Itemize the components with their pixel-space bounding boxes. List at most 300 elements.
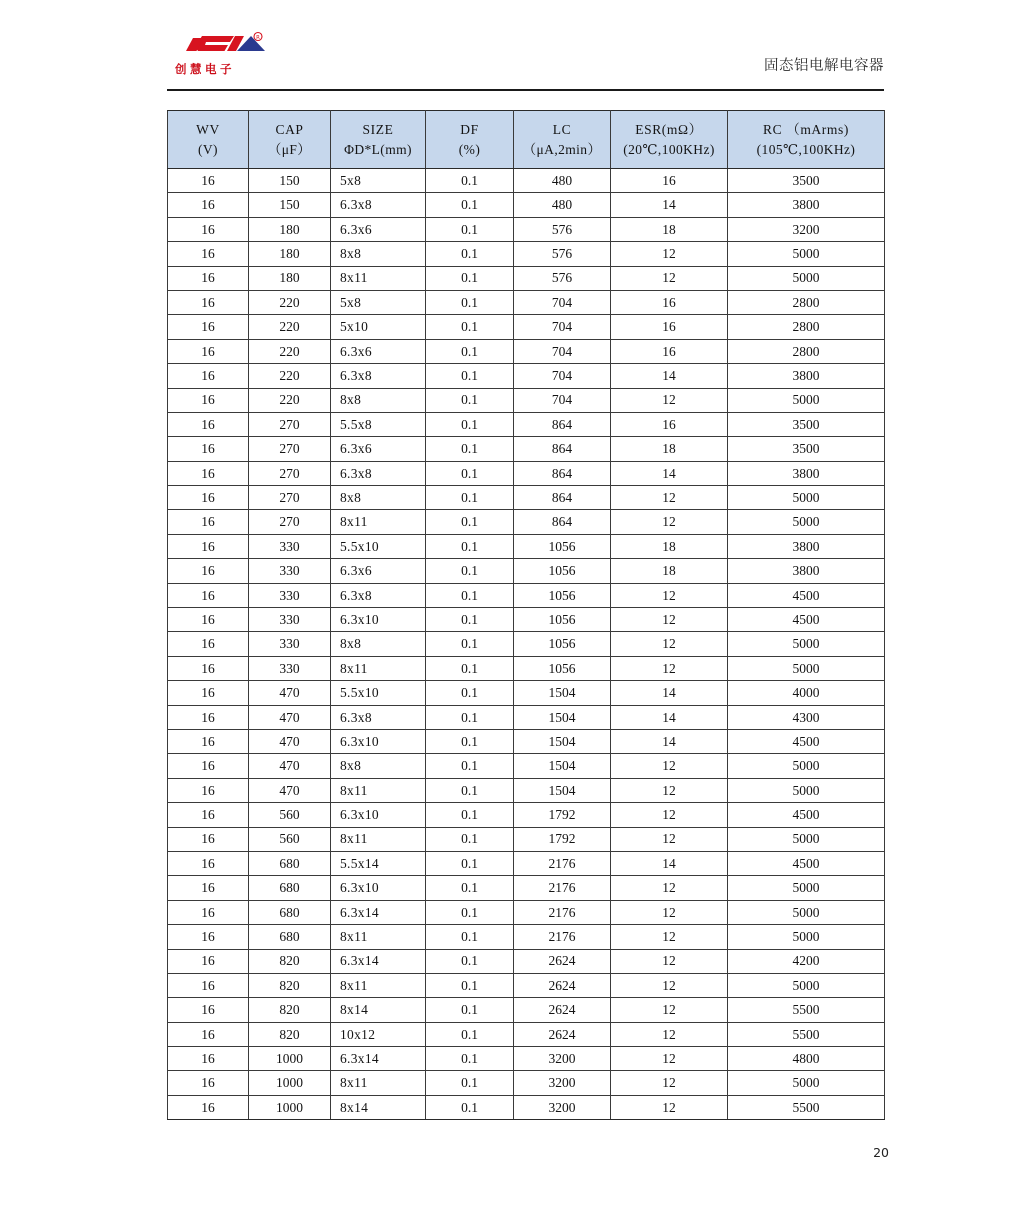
table-row xyxy=(168,681,885,705)
cell-df: 0.1 xyxy=(426,290,514,314)
cell-esr: 12 xyxy=(611,754,728,778)
table-row xyxy=(168,315,885,339)
table-row xyxy=(168,851,885,875)
cell-wv: 16 xyxy=(168,559,249,583)
cell-wv: 16 xyxy=(168,583,249,607)
cell-rc: 5000 xyxy=(728,656,885,680)
table-row xyxy=(168,583,885,607)
cell-df: 0.1 xyxy=(426,1071,514,1095)
cell-cap: 270 xyxy=(249,486,331,510)
cell-lc: 1056 xyxy=(514,632,611,656)
cell-rc: 4200 xyxy=(728,949,885,973)
cell-rc: 5000 xyxy=(728,510,885,534)
cell-lc: 864 xyxy=(514,461,611,485)
cell-size: 6.3x8 xyxy=(331,193,426,217)
cell-size: 8x11 xyxy=(331,510,426,534)
cell-df: 0.1 xyxy=(426,169,514,193)
cell-rc: 3800 xyxy=(728,534,885,558)
table-row xyxy=(168,876,885,900)
cell-wv: 16 xyxy=(168,217,249,241)
cell-rc: 3200 xyxy=(728,217,885,241)
company-name-cn: 创慧电子 xyxy=(175,62,235,76)
cell-size: 6.3x8 xyxy=(331,705,426,729)
cell-rc: 4500 xyxy=(728,803,885,827)
table-row xyxy=(168,437,885,461)
cell-cap: 680 xyxy=(249,851,331,875)
cell-df: 0.1 xyxy=(426,632,514,656)
cell-df: 0.1 xyxy=(426,1047,514,1071)
cell-wv: 16 xyxy=(168,900,249,924)
cell-size: 8x11 xyxy=(331,656,426,680)
cell-df: 0.1 xyxy=(426,1095,514,1119)
table-row xyxy=(168,1022,885,1046)
cell-wv: 16 xyxy=(168,412,249,436)
cell-esr: 14 xyxy=(611,729,728,753)
cell-df: 0.1 xyxy=(426,681,514,705)
cell-lc: 3200 xyxy=(514,1047,611,1071)
column-header-lc-line1: LC xyxy=(552,121,572,137)
cell-wv: 16 xyxy=(168,998,249,1022)
cell-rc: 2800 xyxy=(728,315,885,339)
cell-cap: 150 xyxy=(249,193,331,217)
cell-esr: 12 xyxy=(611,388,728,412)
cell-df: 0.1 xyxy=(426,388,514,412)
cell-cap: 680 xyxy=(249,925,331,949)
cell-df: 0.1 xyxy=(426,559,514,583)
table-row xyxy=(168,803,885,827)
table-row xyxy=(168,510,885,534)
cell-rc: 5500 xyxy=(728,1022,885,1046)
cell-lc: 2624 xyxy=(514,998,611,1022)
cell-size: 5x10 xyxy=(331,315,426,339)
cell-lc: 704 xyxy=(514,315,611,339)
cell-cap: 330 xyxy=(249,608,331,632)
cell-rc: 2800 xyxy=(728,290,885,314)
cell-esr: 12 xyxy=(611,803,728,827)
table-row xyxy=(168,705,885,729)
cell-df: 0.1 xyxy=(426,1022,514,1046)
cell-rc: 5000 xyxy=(728,754,885,778)
cell-esr: 16 xyxy=(611,412,728,436)
cell-wv: 16 xyxy=(168,461,249,485)
cell-rc: 3800 xyxy=(728,193,885,217)
cell-lc: 2176 xyxy=(514,876,611,900)
cell-wv: 16 xyxy=(168,949,249,973)
cell-wv: 16 xyxy=(168,851,249,875)
cell-df: 0.1 xyxy=(426,315,514,339)
cell-wv: 16 xyxy=(168,754,249,778)
cell-wv: 16 xyxy=(168,169,249,193)
cell-cap: 330 xyxy=(249,559,331,583)
cell-esr: 14 xyxy=(611,705,728,729)
cell-wv: 16 xyxy=(168,266,249,290)
cell-esr: 12 xyxy=(611,998,728,1022)
cell-cap: 680 xyxy=(249,876,331,900)
cell-esr: 12 xyxy=(611,583,728,607)
cell-cap: 470 xyxy=(249,681,331,705)
column-header-wv xyxy=(168,111,249,169)
table-row xyxy=(168,339,885,363)
table-row xyxy=(168,412,885,436)
cell-df: 0.1 xyxy=(426,242,514,266)
cell-df: 0.1 xyxy=(426,510,514,534)
column-header-size-line1: SIZE xyxy=(362,121,394,137)
cell-lc: 1792 xyxy=(514,803,611,827)
cell-df: 0.1 xyxy=(426,339,514,363)
table-row xyxy=(168,169,885,193)
cell-wv: 16 xyxy=(168,339,249,363)
cell-lc: 2176 xyxy=(514,851,611,875)
cell-size: 6.3x10 xyxy=(331,729,426,753)
cell-cap: 270 xyxy=(249,461,331,485)
cell-df: 0.1 xyxy=(426,608,514,632)
cell-cap: 820 xyxy=(249,998,331,1022)
cell-esr: 14 xyxy=(611,681,728,705)
cell-size: 8x11 xyxy=(331,1071,426,1095)
cell-rc: 4500 xyxy=(728,851,885,875)
cell-df: 0.1 xyxy=(426,364,514,388)
cell-size: 6.3x8 xyxy=(331,583,426,607)
cell-rc: 5000 xyxy=(728,632,885,656)
cell-cap: 820 xyxy=(249,949,331,973)
cell-wv: 16 xyxy=(168,827,249,851)
cell-size: 8x8 xyxy=(331,632,426,656)
cell-esr: 12 xyxy=(611,827,728,851)
table-row xyxy=(168,193,885,217)
cell-lc: 3200 xyxy=(514,1071,611,1095)
table-row xyxy=(168,656,885,680)
page-header xyxy=(167,26,884,88)
cell-cap: 270 xyxy=(249,437,331,461)
cell-lc: 3200 xyxy=(514,1095,611,1119)
cell-size: 5.5x8 xyxy=(331,412,426,436)
cell-lc: 704 xyxy=(514,339,611,363)
cell-lc: 480 xyxy=(514,169,611,193)
cell-size: 6.3x6 xyxy=(331,217,426,241)
page-number: 20 xyxy=(873,1145,889,1160)
cell-lc: 480 xyxy=(514,193,611,217)
cell-cap: 180 xyxy=(249,217,331,241)
cell-rc: 4000 xyxy=(728,681,885,705)
table-row xyxy=(168,925,885,949)
cell-cap: 180 xyxy=(249,242,331,266)
cell-df: 0.1 xyxy=(426,583,514,607)
cell-size: 5.5x10 xyxy=(331,534,426,558)
cell-wv: 16 xyxy=(168,290,249,314)
column-header-df xyxy=(426,111,514,169)
table-row xyxy=(168,364,885,388)
cell-size: 5x8 xyxy=(331,290,426,314)
table-row xyxy=(168,266,885,290)
cell-cap: 1000 xyxy=(249,1071,331,1095)
cell-wv: 16 xyxy=(168,681,249,705)
cell-lc: 864 xyxy=(514,486,611,510)
cell-cap: 1000 xyxy=(249,1095,331,1119)
cell-esr: 12 xyxy=(611,778,728,802)
cell-cap: 470 xyxy=(249,729,331,753)
cell-size: 6.3x8 xyxy=(331,461,426,485)
capacitor-spec-table xyxy=(167,110,885,1120)
cell-lc: 2176 xyxy=(514,900,611,924)
table-row xyxy=(168,827,885,851)
company-logo xyxy=(172,30,282,86)
table-row xyxy=(168,900,885,924)
cell-wv: 16 xyxy=(168,1022,249,1046)
table-row xyxy=(168,388,885,412)
cell-df: 0.1 xyxy=(426,827,514,851)
cell-wv: 16 xyxy=(168,632,249,656)
cell-esr: 12 xyxy=(611,1071,728,1095)
cell-df: 0.1 xyxy=(426,754,514,778)
cell-rc: 5000 xyxy=(728,388,885,412)
cell-esr: 12 xyxy=(611,656,728,680)
table-row xyxy=(168,632,885,656)
cell-wv: 16 xyxy=(168,364,249,388)
cell-cap: 470 xyxy=(249,778,331,802)
cell-rc: 5000 xyxy=(728,827,885,851)
cell-cap: 820 xyxy=(249,973,331,997)
cell-rc: 5000 xyxy=(728,778,885,802)
column-header-wv-line1: WV xyxy=(196,121,220,137)
cell-lc: 1504 xyxy=(514,778,611,802)
cell-size: 8x8 xyxy=(331,754,426,778)
cell-cap: 270 xyxy=(249,510,331,534)
cell-df: 0.1 xyxy=(426,803,514,827)
cell-rc: 5000 xyxy=(728,973,885,997)
cell-lc: 1056 xyxy=(514,534,611,558)
cell-df: 0.1 xyxy=(426,949,514,973)
table-row xyxy=(168,608,885,632)
cell-esr: 18 xyxy=(611,534,728,558)
cell-rc: 5500 xyxy=(728,998,885,1022)
cell-cap: 680 xyxy=(249,900,331,924)
cell-df: 0.1 xyxy=(426,851,514,875)
cell-esr: 16 xyxy=(611,169,728,193)
cell-df: 0.1 xyxy=(426,729,514,753)
cell-rc: 3500 xyxy=(728,169,885,193)
cell-rc: 5000 xyxy=(728,266,885,290)
document-title: 固态铝电解电容器 xyxy=(764,58,884,74)
cell-size: 6.3x8 xyxy=(331,364,426,388)
cell-esr: 12 xyxy=(611,510,728,534)
column-header-esr-line2: (20℃,100KHz) xyxy=(623,141,715,157)
cell-lc: 1504 xyxy=(514,754,611,778)
cell-cap: 180 xyxy=(249,266,331,290)
cell-size: 6.3x6 xyxy=(331,437,426,461)
cell-size: 6.3x10 xyxy=(331,608,426,632)
column-header-lc xyxy=(514,111,611,169)
cell-rc: 3800 xyxy=(728,559,885,583)
cell-cap: 470 xyxy=(249,705,331,729)
cell-wv: 16 xyxy=(168,437,249,461)
table-row xyxy=(168,998,885,1022)
cell-esr: 18 xyxy=(611,217,728,241)
cell-rc: 5000 xyxy=(728,925,885,949)
cell-esr: 12 xyxy=(611,1022,728,1046)
table-header-row xyxy=(168,111,885,169)
table-row xyxy=(168,949,885,973)
cell-wv: 16 xyxy=(168,656,249,680)
table-row xyxy=(168,1071,885,1095)
cell-size: 8x14 xyxy=(331,998,426,1022)
cell-size: 6.3x10 xyxy=(331,876,426,900)
cell-esr: 12 xyxy=(611,608,728,632)
column-header-rc-line2: (105℃,100KHz) xyxy=(756,141,856,157)
cell-esr: 16 xyxy=(611,315,728,339)
cell-cap: 820 xyxy=(249,1022,331,1046)
cell-esr: 14 xyxy=(611,193,728,217)
table-row xyxy=(168,729,885,753)
cell-lc: 704 xyxy=(514,388,611,412)
cell-wv: 16 xyxy=(168,1047,249,1071)
cell-wv: 16 xyxy=(168,608,249,632)
svg-text:R: R xyxy=(256,35,260,41)
cell-esr: 12 xyxy=(611,925,728,949)
cell-size: 6.3x14 xyxy=(331,1047,426,1071)
cell-cap: 330 xyxy=(249,534,331,558)
cell-esr: 12 xyxy=(611,1047,728,1071)
cell-rc: 2800 xyxy=(728,339,885,363)
cell-rc: 3800 xyxy=(728,364,885,388)
table-row xyxy=(168,242,885,266)
cell-wv: 16 xyxy=(168,876,249,900)
column-header-esr-line1: ESR(mΩ） xyxy=(635,121,703,137)
cell-esr: 18 xyxy=(611,437,728,461)
cell-cap: 220 xyxy=(249,364,331,388)
cell-lc: 1056 xyxy=(514,656,611,680)
cell-df: 0.1 xyxy=(426,437,514,461)
cell-size: 6.3x14 xyxy=(331,949,426,973)
cell-esr: 14 xyxy=(611,461,728,485)
column-header-lc-line2: （μA,2min） xyxy=(522,141,602,157)
cell-df: 0.1 xyxy=(426,925,514,949)
cell-cap: 220 xyxy=(249,388,331,412)
cell-rc: 5000 xyxy=(728,486,885,510)
cell-size: 5.5x14 xyxy=(331,851,426,875)
cell-wv: 16 xyxy=(168,778,249,802)
cell-cap: 220 xyxy=(249,315,331,339)
column-header-cap xyxy=(249,111,331,169)
cell-lc: 1056 xyxy=(514,583,611,607)
cell-size: 6.3x6 xyxy=(331,559,426,583)
cell-size: 5.5x10 xyxy=(331,681,426,705)
cell-df: 0.1 xyxy=(426,486,514,510)
cell-cap: 330 xyxy=(249,583,331,607)
cell-lc: 576 xyxy=(514,266,611,290)
cell-rc: 5000 xyxy=(728,876,885,900)
cell-wv: 16 xyxy=(168,486,249,510)
cell-esr: 12 xyxy=(611,973,728,997)
cell-wv: 16 xyxy=(168,1071,249,1095)
column-header-esr xyxy=(611,111,728,169)
cell-lc: 2624 xyxy=(514,973,611,997)
table-row xyxy=(168,1095,885,1119)
cell-size: 8x8 xyxy=(331,242,426,266)
cell-size: 8x8 xyxy=(331,388,426,412)
cell-esr: 16 xyxy=(611,290,728,314)
cell-cap: 560 xyxy=(249,827,331,851)
cell-df: 0.1 xyxy=(426,266,514,290)
cell-size: 5x8 xyxy=(331,169,426,193)
cell-df: 0.1 xyxy=(426,412,514,436)
cell-esr: 12 xyxy=(611,632,728,656)
cell-df: 0.1 xyxy=(426,705,514,729)
cell-rc: 5000 xyxy=(728,1071,885,1095)
table-row xyxy=(168,778,885,802)
table-body xyxy=(168,169,885,1120)
cell-lc: 2176 xyxy=(514,925,611,949)
cell-lc: 1504 xyxy=(514,681,611,705)
cell-esr: 12 xyxy=(611,266,728,290)
cell-lc: 1056 xyxy=(514,559,611,583)
table-row xyxy=(168,1047,885,1071)
cell-size: 8x14 xyxy=(331,1095,426,1119)
column-header-df-line2: (%) xyxy=(458,141,481,157)
cell-lc: 704 xyxy=(514,290,611,314)
cell-cap: 330 xyxy=(249,632,331,656)
cell-size: 6.3x14 xyxy=(331,900,426,924)
cell-df: 0.1 xyxy=(426,876,514,900)
cell-lc: 704 xyxy=(514,364,611,388)
cell-rc: 3500 xyxy=(728,412,885,436)
cell-lc: 576 xyxy=(514,242,611,266)
cell-esr: 12 xyxy=(611,949,728,973)
chuanghui-logo-icon xyxy=(172,30,276,62)
cell-esr: 12 xyxy=(611,242,728,266)
cell-wv: 16 xyxy=(168,1095,249,1119)
cell-df: 0.1 xyxy=(426,193,514,217)
column-header-wv-line2: (V) xyxy=(198,141,218,157)
cell-size: 10x12 xyxy=(331,1022,426,1046)
cell-wv: 16 xyxy=(168,705,249,729)
cell-lc: 1504 xyxy=(514,729,611,753)
column-header-rc-line1: RC （mArms) xyxy=(763,121,849,137)
cell-rc: 3500 xyxy=(728,437,885,461)
cell-size: 8x8 xyxy=(331,486,426,510)
cell-wv: 16 xyxy=(168,534,249,558)
cell-rc: 5500 xyxy=(728,1095,885,1119)
cell-lc: 864 xyxy=(514,412,611,436)
cell-df: 0.1 xyxy=(426,217,514,241)
cell-df: 0.1 xyxy=(426,900,514,924)
cell-lc: 1792 xyxy=(514,827,611,851)
table-row xyxy=(168,973,885,997)
cell-lc: 864 xyxy=(514,437,611,461)
cell-cap: 270 xyxy=(249,412,331,436)
cell-esr: 12 xyxy=(611,900,728,924)
cell-cap: 1000 xyxy=(249,1047,331,1071)
table-row xyxy=(168,486,885,510)
cell-wv: 16 xyxy=(168,925,249,949)
cell-wv: 16 xyxy=(168,193,249,217)
cell-size: 6.3x6 xyxy=(331,339,426,363)
cell-rc: 5000 xyxy=(728,242,885,266)
cell-lc: 576 xyxy=(514,217,611,241)
column-header-df-line1: DF xyxy=(460,121,479,137)
table-row xyxy=(168,461,885,485)
column-header-cap-line2: （μF） xyxy=(267,141,312,157)
cell-cap: 560 xyxy=(249,803,331,827)
cell-wv: 16 xyxy=(168,510,249,534)
cell-esr: 12 xyxy=(611,486,728,510)
cell-size: 6.3x10 xyxy=(331,803,426,827)
cell-size: 8x11 xyxy=(331,827,426,851)
cell-df: 0.1 xyxy=(426,461,514,485)
cell-rc: 4300 xyxy=(728,705,885,729)
column-header-rc xyxy=(728,111,885,169)
column-header-size-line2: ΦD*L(mm) xyxy=(344,141,412,157)
cell-df: 0.1 xyxy=(426,656,514,680)
